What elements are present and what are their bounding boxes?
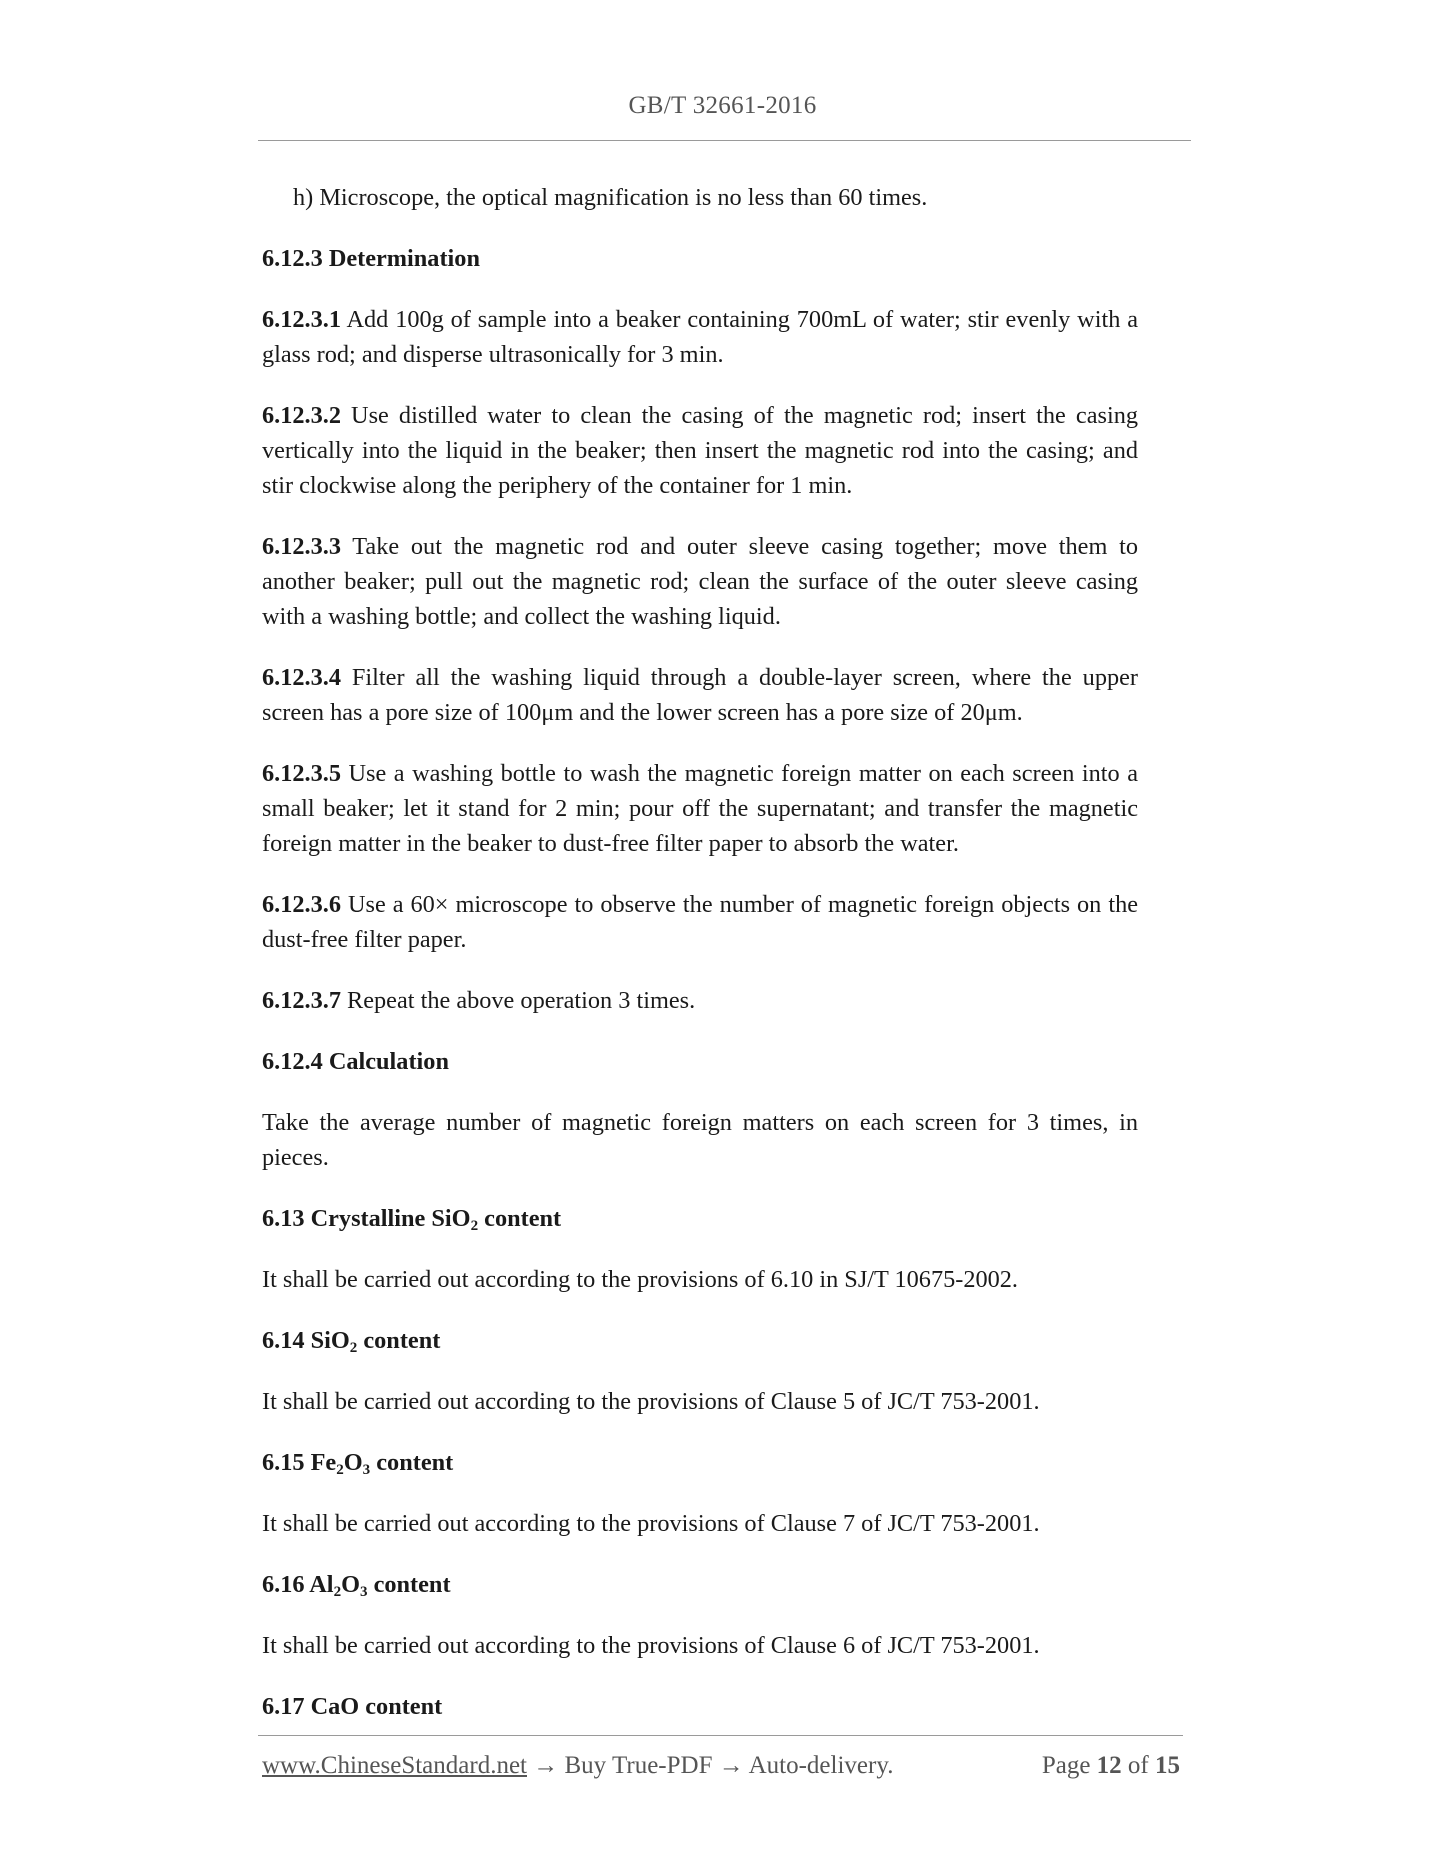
paragraph-6-14: It shall be carried out according to the provisions of Clause 5 of JC/T 753-2001. [262, 1388, 1040, 1415]
clause-text: Take out the magnetic rod and outer sleeve casing together; move them to another beaker; pull out the magnetic rod; clean the surface of the outer sleeve casing with a washing bottle; and collect the washing liquid. [262, 533, 1138, 630]
section-heading-6-14: 6.14 SiO$_2$ content [262, 1327, 441, 1356]
paragraph-6-13: It shall be carried out according to the provisions of 6.10 in SJ/T 10675-2002. [262, 1266, 1019, 1293]
page-number: Page 12 of 15 [1041, 1752, 1180, 1779]
section-heading-6-17: 6.17 CaO content [262, 1693, 443, 1720]
arrow-icon: → [712, 1752, 749, 1779]
paragraph-6-12-3-2 [262, 398, 1138, 503]
page-footer [262, 1752, 1180, 1788]
section-heading-6-12-4: 6.12.4 Calculation [262, 1048, 449, 1075]
paragraph-calculation: Take the average number of magnetic foreign matters on each screen for 3 times, in pieces. [262, 1109, 1138, 1171]
clause-text: Filter all the washing liquid through a double-layer screen, where the upper screen has a pore size of 100μm and the lower screen has a pore size of 20μm. [262, 664, 1138, 726]
current-page: 12 [1096, 1752, 1122, 1779]
clause-number: 6.12.3.1 [262, 306, 341, 333]
section-heading-6-13: 6.13 Crystalline SiO$_2$ content [262, 1205, 562, 1234]
clause-text: Use a washing bottle to wash the magnetic foreign matter on each screen into a small beaker; let it stand for 2 min; pour off the supernatant; and transfer the magnetic foreign matter in the beaker to dust-free filter paper to absorb the water. [262, 760, 1138, 857]
paragraph-6-12-3-4 [262, 660, 1138, 730]
clause-number: 6.12.3.5 [262, 760, 341, 787]
auto-delivery-text: Auto-delivery. [748, 1752, 894, 1779]
clause-text: Use distilled water to clean the casing of the magnetic rod; insert the casing vertically into the liquid in the beaker; then insert the magnetic rod into the casing; and stir clockwise along the periphery of the container for 1 min. [262, 402, 1138, 499]
paragraph-6-15: It shall be carried out according to the provisions of Clause 7 of JC/T 753-2001. [262, 1510, 1040, 1537]
header-rule [258, 140, 1191, 141]
paragraph-6-12-3-3 [262, 529, 1138, 634]
clause-number: 6.12.3.7 [262, 987, 341, 1014]
clause-number: 6.12.3.6 [262, 891, 341, 918]
list-item-h: h) Microscope, the optical magnification is no less than 60 times. [293, 184, 928, 211]
paragraph-6-12-3-6 [262, 887, 1138, 957]
paragraph-6-16: It shall be carried out according to the provisions of Clause 6 of JC/T 753-2001. [262, 1632, 1040, 1659]
total-pages: 15 [1155, 1752, 1180, 1779]
footer-rule [258, 1735, 1183, 1736]
arrow-icon: → [527, 1752, 565, 1779]
paragraph-6-12-3-5 [262, 756, 1138, 861]
clause-text: Repeat the above operation 3 times. [340, 987, 696, 1014]
buy-pdf-text: Buy True-PDF [564, 1752, 713, 1779]
document-body [262, 180, 1138, 1750]
section-heading-6-16: 6.16 $Al_2O_3$ content [262, 1571, 451, 1600]
paragraph-6-12-3-7 [262, 983, 1138, 1018]
clause-text: Use a 60× microscope to observe the number of magnetic foreign objects on the dust-free filter paper. [262, 891, 1138, 953]
clause-text: Add 100g of sample into a beaker containing 700mL of water; stir evenly with a glass rod; and disperse ultrasonically for 3 min. [262, 306, 1138, 368]
clause-number: 6.12.3.3 [262, 533, 341, 560]
clause-number: 6.12.3.4 [262, 664, 341, 691]
footer-promo [262, 1752, 893, 1780]
section-heading-6-15: 6.15 $Fe_2O_3$ content [262, 1449, 454, 1478]
section-heading-6-12-3: 6.12.3 Determination [262, 245, 480, 272]
document-header: GB/T 32661-2016 [628, 92, 817, 119]
site-link[interactable]: www.ChineseStandard.net [262, 1752, 527, 1779]
paragraph-6-12-3-1 [262, 302, 1138, 372]
clause-number: 6.12.3.2 [262, 402, 341, 429]
